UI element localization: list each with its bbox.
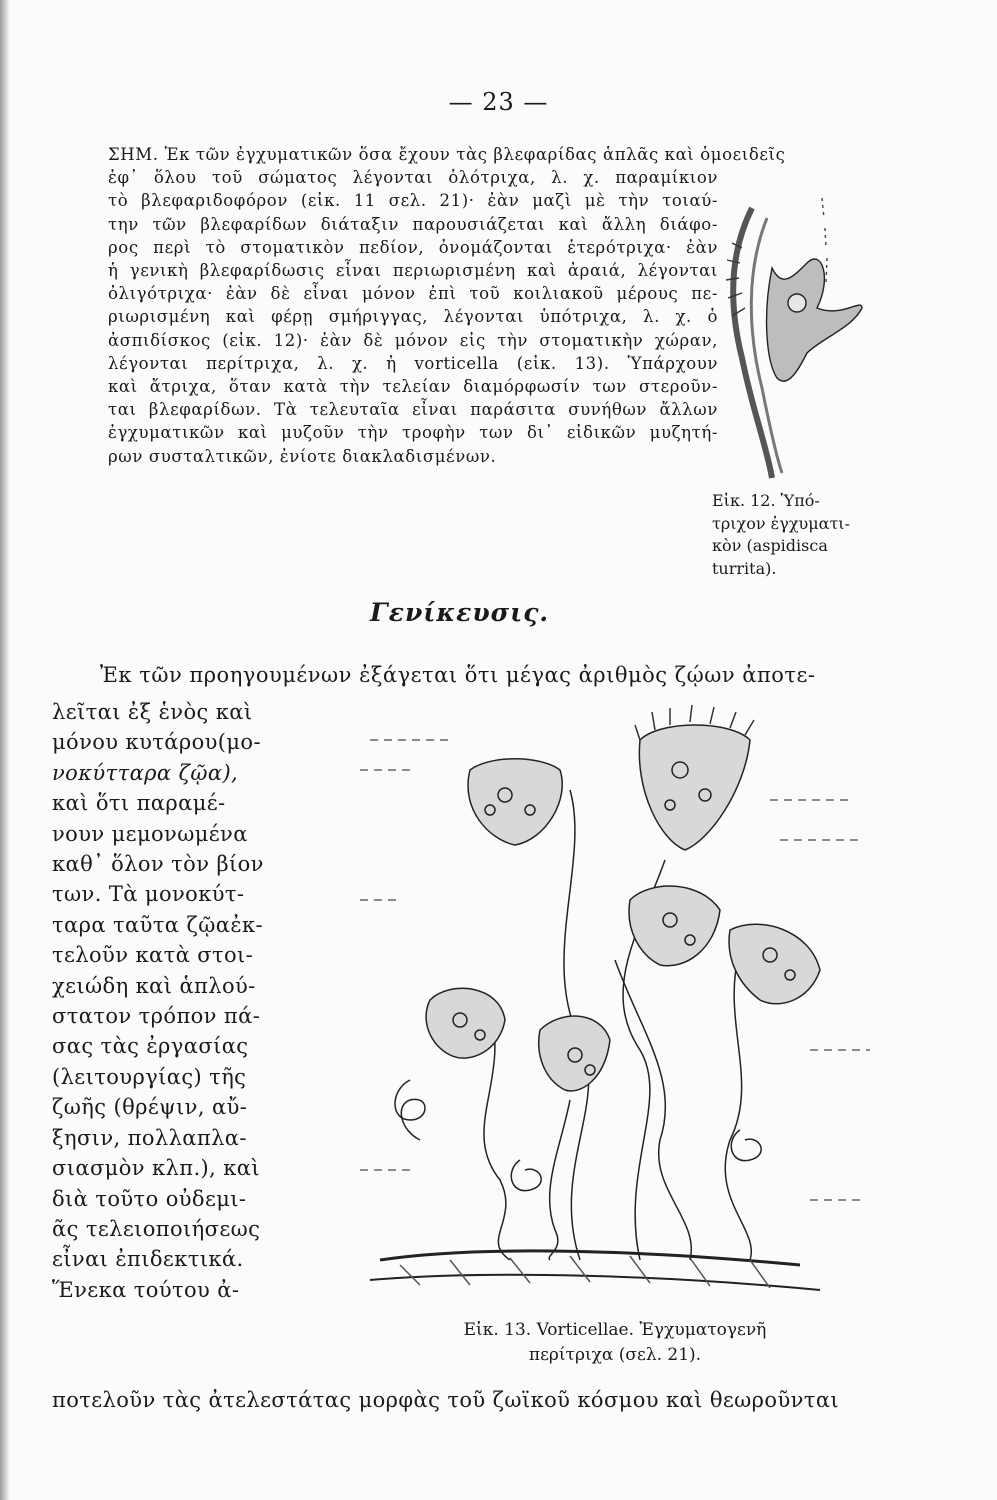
body-line: μόνου κυτάρου(μο- [52,730,261,755]
body-line: ταρα ταῦτα ζῷαἐκ- [52,912,264,937]
body-line: ξησιν, πολλαπλα- [52,1125,247,1150]
body-line: νουν μεμονωμένα [52,821,248,846]
caption-line: τριχον ἐγχυματι- [712,513,850,533]
note-line: ἐγχυματικῶν καὶ μυζοῦν τὴν τροφὴν των δι᾽ εἰδικῶν μυζητή- [108,423,718,443]
note-line: τὸ βλεφαριδοφόρον (εἰκ. 11 σελ. 21)· ἐὰν μαζὶ μὲ τὴν τοιαύ- [108,191,718,211]
section-title: Γενίκευσις. [370,598,550,627]
caption-line: turrita). [712,558,777,578]
note-line: ἐφ᾽ ὅλου τοῦ σώματος λέγονται ὁλότριχα, λ. χ. παραμίκιον [108,168,718,188]
note-line: λέγονται περίτριχα, λ. χ. ἡ vorticella (εἰκ. 13). Ὑπάρχουν [108,353,718,373]
body-line: εἶναι ἐπιδεκτικά. [52,1247,244,1272]
body-line: καὶ ὅτι παραμέ- [52,791,226,816]
page-number: — 23 — [448,88,549,116]
body-line: σας τὰς ἐργασίας [52,1034,249,1059]
caption-line: περίτριχα (σελ. 21). [528,1345,702,1365]
body-line: ζωῆς (θρέψιν, αὔ- [52,1095,248,1120]
note-line: ρων συσταλτικῶν, ἐνίοτε διακλαδισμένων. [108,446,497,466]
figure-12-caption [712,490,922,580]
note-line: ριωρισμένη καὶ φέρῃ σμήριγγας, λέγονται ὑπότριχα, λ. χ. ὁ [108,307,718,327]
body-last-line: ποτελοῦν τὰς ἀτελεστάτας μορφὰς τοῦ ζωϊκοῦ κόσμου καὶ θεωροῦνται [52,1388,840,1412]
body-line: ᾶς τελειοποιήσεως [52,1216,261,1241]
body-line: διὰ τοῦτο οὐδεμι- [52,1186,247,1211]
body-line: νοκύτταρα ζῷα), [52,760,239,785]
body-first-line: Ἐκ τῶν προηγουμένων ἐξάγεται ὅτι μέγας ἀριθμὸς ζῴων ἀποτε- [100,663,816,687]
note-line: ΣΗΜ. Ἐκ τῶν ἐγχυματικῶν ὅσα ἔχουν τὰς βλεφαρίδας ἁπλᾶς καὶ ὁμοειδεῖς [108,145,786,164]
note-line: ἡ γενικὴ βλεφαρίδωσις εἶναι περιωρισμένη καὶ ἀραιά, λέγονται [108,261,718,281]
body-line: στατον τρόπον πά- [52,1004,261,1029]
body-line: σιασμὸν κλπ.), καὶ [52,1156,261,1181]
note-line: ρος περὶ τὸ στοματικὸν πεδίον, ὀνομάζονται ἑτερότριχα· ἐὰν [108,237,718,257]
caption-line: Εἰκ. 13. Vorticellae. Ἐγχυματογενῆ [463,1320,767,1340]
figure-12-aspidisca-illustration [712,188,872,488]
body-column [52,697,287,1305]
body-line: Ἕνεκα τούτου ἀ- [52,1277,240,1302]
note-line: την τῶν βλεφαρίδων διάταξιν παρουσιάζεται καὶ ἄλλη διάφο- [108,214,718,234]
body-line: λεῖται ἐξ ἑνὸς καὶ [52,700,253,724]
figure-13-vorticellae-illustration [340,700,880,1310]
body-line: τελοῦν κατὰ στοι- [52,943,254,968]
note-paragraph [108,143,786,468]
note-line: ὀλιγότριχα· ἐὰν δὲ εἶναι μόνον ἐπὶ τοῦ κοιλιακοῦ μέρους πε- [108,284,718,304]
body-line: χειώδη καὶ ἁπλού- [52,973,256,998]
page-binding-shadow [0,0,10,1500]
body-line: των. Τὰ μονοκύτ- [52,882,245,907]
note-line: ται βλεφαρίδων. Τὰ τελευταῖα εἶναι παράσιτα συνήθων ἄλλων [108,400,718,420]
body-line: (λειτουργίας) τῆς [52,1064,247,1089]
note-line: ἀσπιδίσκος (εἰκ. 12)· ἐὰν δὲ μόνον εἰς τὴν στοματικὴν χώραν, [108,330,718,350]
figure-13-caption [405,1318,825,1368]
note-line: καὶ ἄτριχα, ὅταν κατὰ τὴν τελείαν διαμόρφωσίν των στεροῦν- [108,377,718,397]
caption-line: κὸν (aspidisca [712,536,828,555]
body-line: καθ᾽ ὅλον τὸν βίον [52,852,264,877]
caption-line: Εἰκ. 12. Ὑπό- [712,491,820,510]
